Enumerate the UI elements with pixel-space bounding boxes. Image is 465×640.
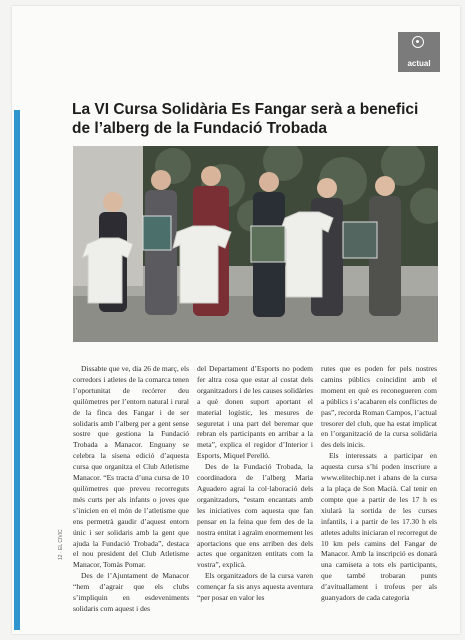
article-column-2 xyxy=(197,364,313,615)
paragraph: rutes que es poden fer pels nostres camins públics coincidint amb el moment en què es reconegueren com a públics i s’acabaren els conflictes de pas”, recorda Roman Campos, l’actual tresorer del club, que ha estat implicat en l’organització de la cursa solidària des dels inicis. xyxy=(321,364,437,450)
paragraph: Els organitzadors de la cursa varen començar fa sis anys aquesta aventura “per posar en valor les xyxy=(197,571,313,603)
article-column-1 xyxy=(73,364,189,615)
paragraph: Els interessats a participar en aquesta cursa s’hi poden inscriure a www.elitechip.net i abans de la cursa a la plaça de Son Macià. Cal tenir en compte que a partir de les 17 h es xiularà la sortida de les curses infantils, i a partir de les 17.30 h els atletes adults iniciaran el recorregut de 10 km pels camins del Fangar de Manacor. Amb la inscripció es donarà una camiseta a tots els participants, que també trobaran punts d’avituallament i trofeus per als guanyadors de cada categoria xyxy=(321,451,437,603)
paragraph: Des de la Fundació Trobada, la coordinadora de l’alberg Maria Aguadero agraí la col·laboració dels organitzadors, “estam encantats amb les iniciatives com aquesta que fan pensar en la feina que fem des de la nostra entitat i agraïm enormement les aportacions que ens arriben des dels actes que organitzen entitats com la vostra”, explicà. xyxy=(197,462,313,570)
article-body xyxy=(73,364,439,615)
group-photo-illustration xyxy=(73,146,438,342)
section-tab xyxy=(398,32,440,72)
article-headline: La VI Cursa Solidària Es Fangar serà a benefici de l’alberg de la Fundació Trobada xyxy=(72,101,419,137)
article-column-3 xyxy=(321,364,437,615)
side-accent-bar xyxy=(14,110,20,630)
section-label: actual xyxy=(407,59,431,68)
target-icon xyxy=(412,36,424,48)
paragraph: del Departament d’Esports no podem fer altra cosa que estar al costat dels organitzadors i de les causes solidàries a què donen suport aportant el material logístic, les mesures de seguretat i una part del beremar que rebran els participants en arribar a la meta”, explica el regidor d’Interior i Esports, Miquel Perelló. xyxy=(197,364,313,461)
paragraph: Des de l’Ajuntament de Manacor “hem d’agrair que els clubs s’impliquin en esdeveniments solidaris com aquest i des xyxy=(73,571,189,613)
group-photo xyxy=(73,146,438,342)
page-spine-text: 12 · EL CIVIC xyxy=(58,529,64,560)
paragraph: Dissabte que ve, dia 26 de març, els corredors i atletes de la comarca tenen l’oportunitat de recórrer deu quilòmetres per l’entorn natural i rural de la finca des Fangar i de ser solidaris amb l’alberg per a gent sense sostre que gestiona la Fundació Trobada a Manacor. Enguany se celebra la sisena edició d’aquesta cursa que organitza el Club Atletisme Manacor. “Es tracta d’una cursa de 10 quilòmetres que preveu recorreguts més curts per als infants o joves que s’inicien en el món de l’atletisme que ens permetrà gaudir d’aquest entorn únic i ser solidaris amb la gent que ajuda la Fundació Trobada”, destaca el nou president del Club Atletisme Manacor, Tomàs Pomar. xyxy=(73,364,189,570)
